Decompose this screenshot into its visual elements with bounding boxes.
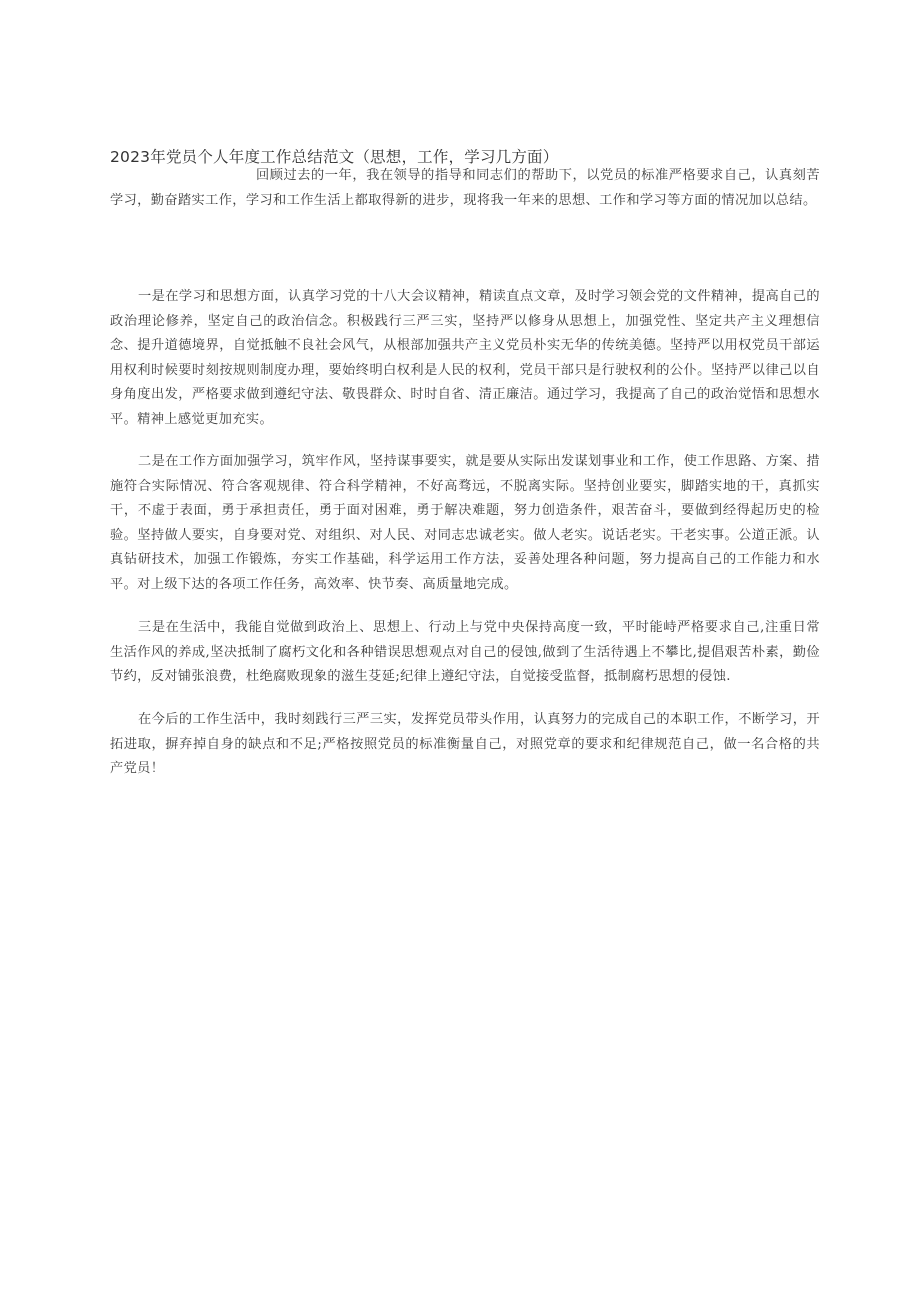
- study-thought-paragraph: 一是在学习和思想方面，认真学习党的十八大会议精神，精读直点文章，及时学习领会党的文件精神，提高自己的政治理论修养，坚定自己的政治信念。积极践行三严三实，坚持严以修身从思想上，加强党性、坚定共产主义理想信念、提升道德境界，自觉抵触不良社会风气，从根部加强共产主义党员朴实无华的传统美德。坚持严以用权党员干部运用权利时候要时刻按规则制度办理，要始终明白权利是人民的权利，党员干部只是行驶权利的公仆。坚持严以律己以自身角度出发，严格要求做到遵纪守法、敬畏群众、时时自省、清正廉洁。通过学习，我提高了自己的政治觉悟和思想水平。精神上感觉更加充实。: [110, 289, 820, 427]
- conclusion-paragraph: 在今后的工作生活中，我时刻践行三严三实，发挥党员带头作用，认真努力的完成自己的本职工作，不断学习，开拓进取，摒弃掉自身的缺点和不足;严格按照党员的标准衡量自己，对照党章的要求和纪律规范自己，做一名合格的共产党员！: [110, 712, 820, 776]
- intro-paragraph: 回顾过去的一年，我在领导的指导和同志们的帮助下，以党员的标准严格要求自己，认真刻苦学习，勤奋踏实工作，学习和工作生活上都取得新的进步，现将我一年来的思想、工作和学习等方面的情况加以总结。: [110, 168, 820, 208]
- document-title: 2023年党员个人年度工作总结范文（思想，工作，学习几方面）: [110, 148, 559, 166]
- life-paragraph: 三是在生活中，我能自觉做到政治上、思想上、行动上与党中央保持高度一致，平时能峙严格要求自己,注重日常生活作风的养成,坚决抵制了腐朽文化和各种错误思想观点对自己的侵蚀,做到了生活待遇上不攀比,提倡艰苦朴素，勤俭节约，反对铺张浪费，杜绝腐败现象的滋生芟延;纪律上遵纪守法，自觉接受监督，抵制腐朽思想的侵蚀.: [110, 620, 820, 684]
- work-paragraph: 二是在工作方面加强学习，筑牢作风，坚持谋事要实，就是要从实际出发谋划事业和工作，使工作思路、方案、措施符合实际情况、符合客观规律、符合科学精神，不好高骛远，不脱离实际。坚持创业要实，脚踏实地的干，真抓实干，不虚于表面，勇于承担责任，勇于面对困难，勇于解决难题，努力创造条件，艰苦奋斗，要做到经得起历史的检验。坚持做人要实，自身要对党、对组织、对人民、对同志忠诚老实。做人老实。说话老实。干老实事。公道正派。认真钻研技术，加强工作锻炼，夯实工作基础，科学运用工作方法，妥善处理各种问题，努力提高自己的工作能力和水平。对上级下达的各项工作任务，高效率、快节奏、高质量地完成。: [110, 454, 820, 592]
